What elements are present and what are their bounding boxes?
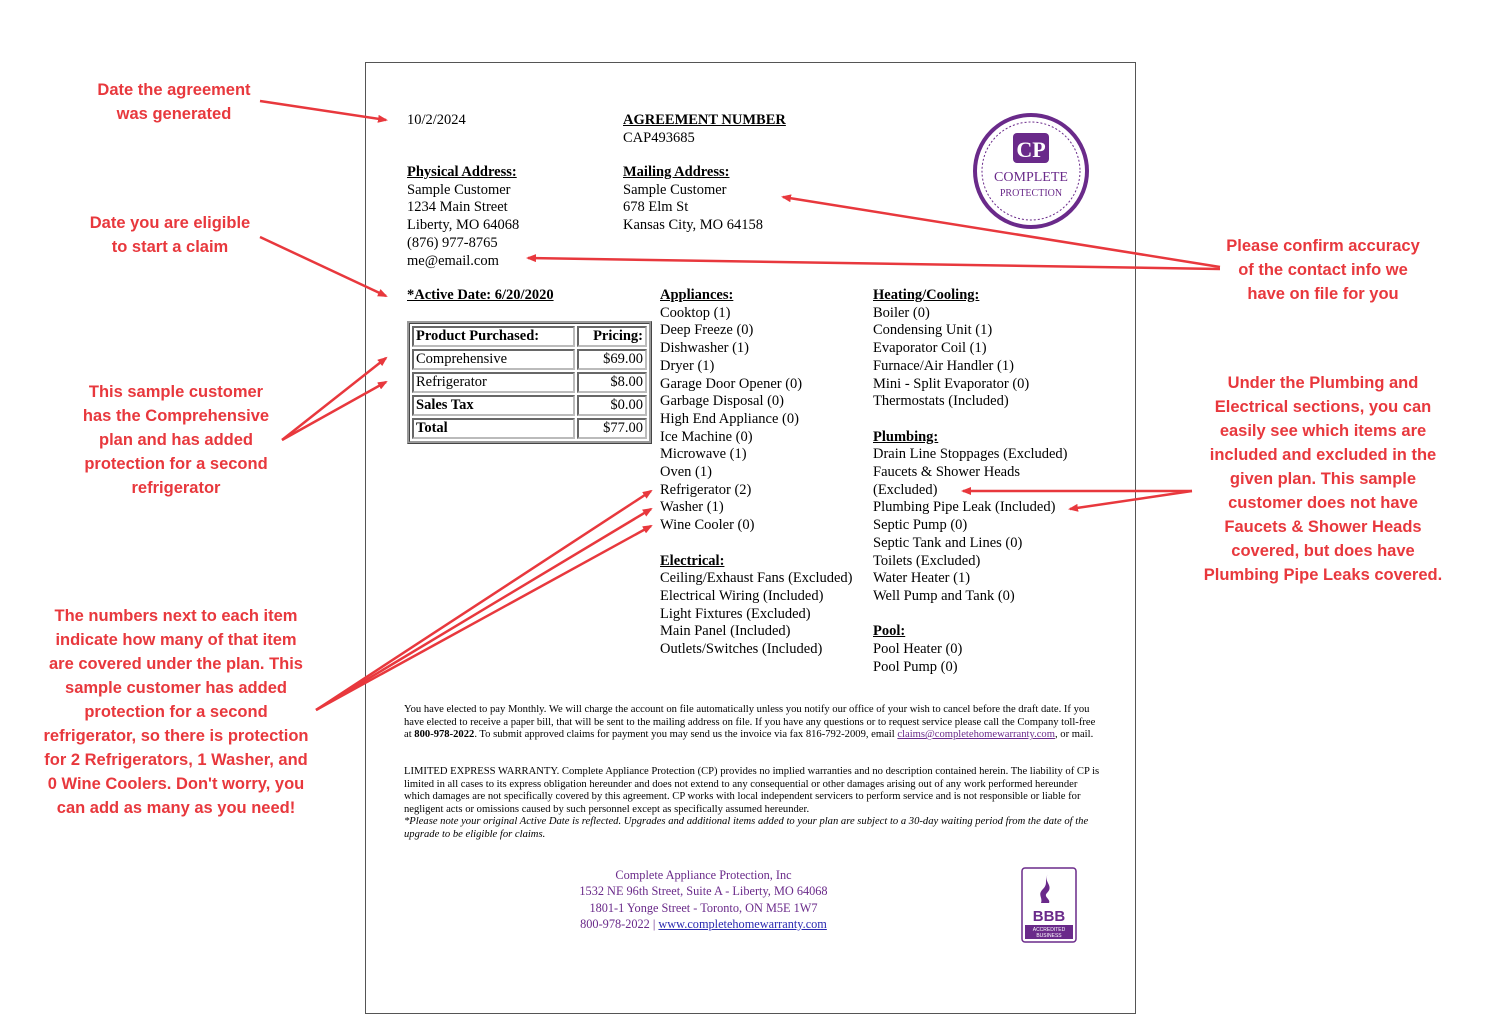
heating-heading: Heating/Cooling: <box>873 287 980 303</box>
list-item: Condensing Unit (1) <box>873 322 993 339</box>
list-item: Light Fixtures (Excluded) <box>660 605 811 622</box>
list-item: Deep Freeze (0) <box>660 322 754 339</box>
website-link[interactable]: www.completehomewarranty.com <box>658 916 827 931</box>
appliances-column <box>660 287 853 659</box>
list-item: Mini - Split Evaporator (0) <box>873 375 1030 392</box>
svg-text:ACCREDITED: ACCREDITED <box>1032 927 1066 933</box>
list-item: Plumbing Pipe Leak (Included) <box>873 499 1056 516</box>
agreement-document <box>365 62 1136 1014</box>
table-row: Product Purchased: Pricing: <box>412 326 647 347</box>
list-item: Faucets & Shower Heads <box>873 464 1020 481</box>
list-item: Electrical Wiring (Included) <box>660 587 824 604</box>
list-item: Drain Line Stoppages (Excluded) <box>873 446 1068 463</box>
list-item: Toilets (Excluded) <box>873 552 981 569</box>
electrical-heading: Electrical: <box>660 552 725 569</box>
svg-text:BBB: BBB <box>1032 908 1066 925</box>
svg-text:COMPLETE: COMPLETE <box>994 170 1068 185</box>
table-row: Refrigerator $8.00 <box>412 372 647 393</box>
list-item: Thermostats (Included) <box>873 393 1009 410</box>
list-item: Septic Pump (0) <box>873 517 968 534</box>
annotation-sample-customer: This sample customer has the Comprehensive plan and has added protection for a second refrigerator <box>82 383 270 497</box>
pool-heading: Pool: <box>873 623 906 640</box>
appliances-heading: Appliances: <box>660 287 734 303</box>
physical-address: Physical Address: Sample Customer 1234 Main Street Liberty, MO 64068 (876) 977-8765 me@email.com <box>407 164 520 269</box>
list-item: Septic Tank and Lines (0) <box>873 534 1023 551</box>
list-item: Cooktop (1) <box>660 304 731 321</box>
agreement-number: CAP493685 <box>623 129 695 146</box>
active-date: *Active Date: 6/20/2020 <box>407 287 554 303</box>
svg-text:CP: CP <box>1016 137 1046 162</box>
complete-protection-logo <box>971 111 1091 231</box>
agreement-number-label: AGREEMENT NUMBER <box>623 112 786 128</box>
list-item: Wine Cooler (0) <box>660 517 755 534</box>
svg-text:PROTECTION: PROTECTION <box>999 188 1063 199</box>
annotation-contact-info: Please confirm accuracy of the contact info we have on file for you <box>1226 237 1420 303</box>
list-item: Ice Machine (0) <box>660 428 753 445</box>
list-item: Dishwasher (1) <box>660 340 749 357</box>
list-item: Microwave (1) <box>660 446 747 463</box>
list-item: Outlets/Switches (Included) <box>660 641 823 658</box>
annotation-date-generated: Date the agreement was generated <box>97 81 251 123</box>
warranty-paragraph: LIMITED EXPRESS WARRANTY. Complete Appliance Protection (CP) provides no implied warranties and no description contained herein. The liability of CP is limited in all cases to its express obligation hereunder and does not extend to any consequential or other damages arising out of any work performed hereunder which damages are not specifically covered by this agreement. CP works with local independent servicers to perform service and is not responsible or liable for negligent acts or omissions caused by such personnel except as specifically assumed hereunder. *Please note your original Active Date is reflected. Upgrades and additional items added to your plan are subject to a 30-day waiting period from the date of the upgrade to be eligible for claims. <box>404 766 1104 842</box>
list-item: Garage Door Opener (0) <box>660 375 803 392</box>
plumbing-heading: Plumbing: <box>873 428 939 445</box>
list-item: High End Appliance (0) <box>660 410 799 427</box>
product-table <box>407 321 652 444</box>
agreement-number-block <box>623 112 786 147</box>
list-item: Oven (1) <box>660 464 712 481</box>
mailing-address: Mailing Address: Sample Customer 678 Elm St Kansas City, MO 64158 <box>623 164 764 234</box>
list-item: Evaporator Coil (1) <box>873 340 987 357</box>
list-item: Water Heater (1) <box>873 570 971 587</box>
list-item: Boiler (0) <box>873 304 930 321</box>
table-row: Comprehensive $69.00 <box>412 349 647 370</box>
list-item: Well Pump and Tank (0) <box>873 587 1015 604</box>
claims-email-link[interactable]: claims@completehomewarranty.com <box>897 729 1055 741</box>
list-item: Garbage Disposal (0) <box>660 393 785 410</box>
list-item: Pool Pump (0) <box>873 658 958 675</box>
heating-plumbing-column <box>873 287 1067 676</box>
list-item: Dryer (1) <box>660 357 715 374</box>
list-item: (Excluded) <box>873 481 938 498</box>
payment-paragraph: You have elected to pay Monthly. We will charge the account on file automatically unless you notify our office of your wish to cancel before the draft date. If you have elected to receive a paper bill, that will be sent to the mailing address on file. If you have any questions or to request service please call the Company toll-free at 800-978-2022. To submit approved claims for payment you may send us the invoice via fax 816-792-2009, email claims@completehomewarranty.com, or mail. <box>404 704 1096 741</box>
list-item: Pool Heater (0) <box>873 641 963 658</box>
agreement-date: 10/2/2024 <box>407 112 466 128</box>
company-footer: Complete Appliance Protection, Inc 1532 NE 96th Street, Suite A - Liberty, MO 64068 1801-1 Yonge Street - Toronto, ON M5E 1W7 800-978-2022 | www.completehomewarranty.com <box>579 868 828 931</box>
table-row: Sales Tax $0.00 <box>412 395 647 416</box>
list-item: Refrigerator (2) <box>660 481 752 498</box>
list-item: Main Panel (Included) <box>660 623 791 640</box>
table-row: Total $77.00 <box>412 418 647 439</box>
list-item: Washer (1) <box>660 499 724 516</box>
annotation-plumbing-note: Under the Plumbing and Electrical sections, you can easily see which items are included and excluded in the given plan. This sample customer does not have Faucets & Shower Heads covered, but does have Plumbing Pipe Leaks covered. <box>1203 374 1443 584</box>
svg-text:BUSINESS: BUSINESS <box>1036 933 1062 939</box>
bbb-accredited-logo <box>1021 867 1077 943</box>
list-item: Ceiling/Exhaust Fans (Excluded) <box>660 570 853 587</box>
annotation-active-date: Date you are eligible to start a claim <box>89 214 251 256</box>
active-date-note: *Please note your original Active Date is reflected. Upgrades and additional items added to your plan are subject to a 30-day waiting period from the date of the upgrade to be eligible for claims. <box>404 816 1089 840</box>
annotation-numbers-note: The numbers next to each item indicate how many of that item are covered under the plan. This sample customer has added protection for a second refrigerator, so there is protection for 2 Refrigerators, 1 Washer, and 0 Wine Coolers. Don't worry, you can add as many as you need! <box>43 607 309 817</box>
list-item: Furnace/Air Handler (1) <box>873 357 1014 374</box>
